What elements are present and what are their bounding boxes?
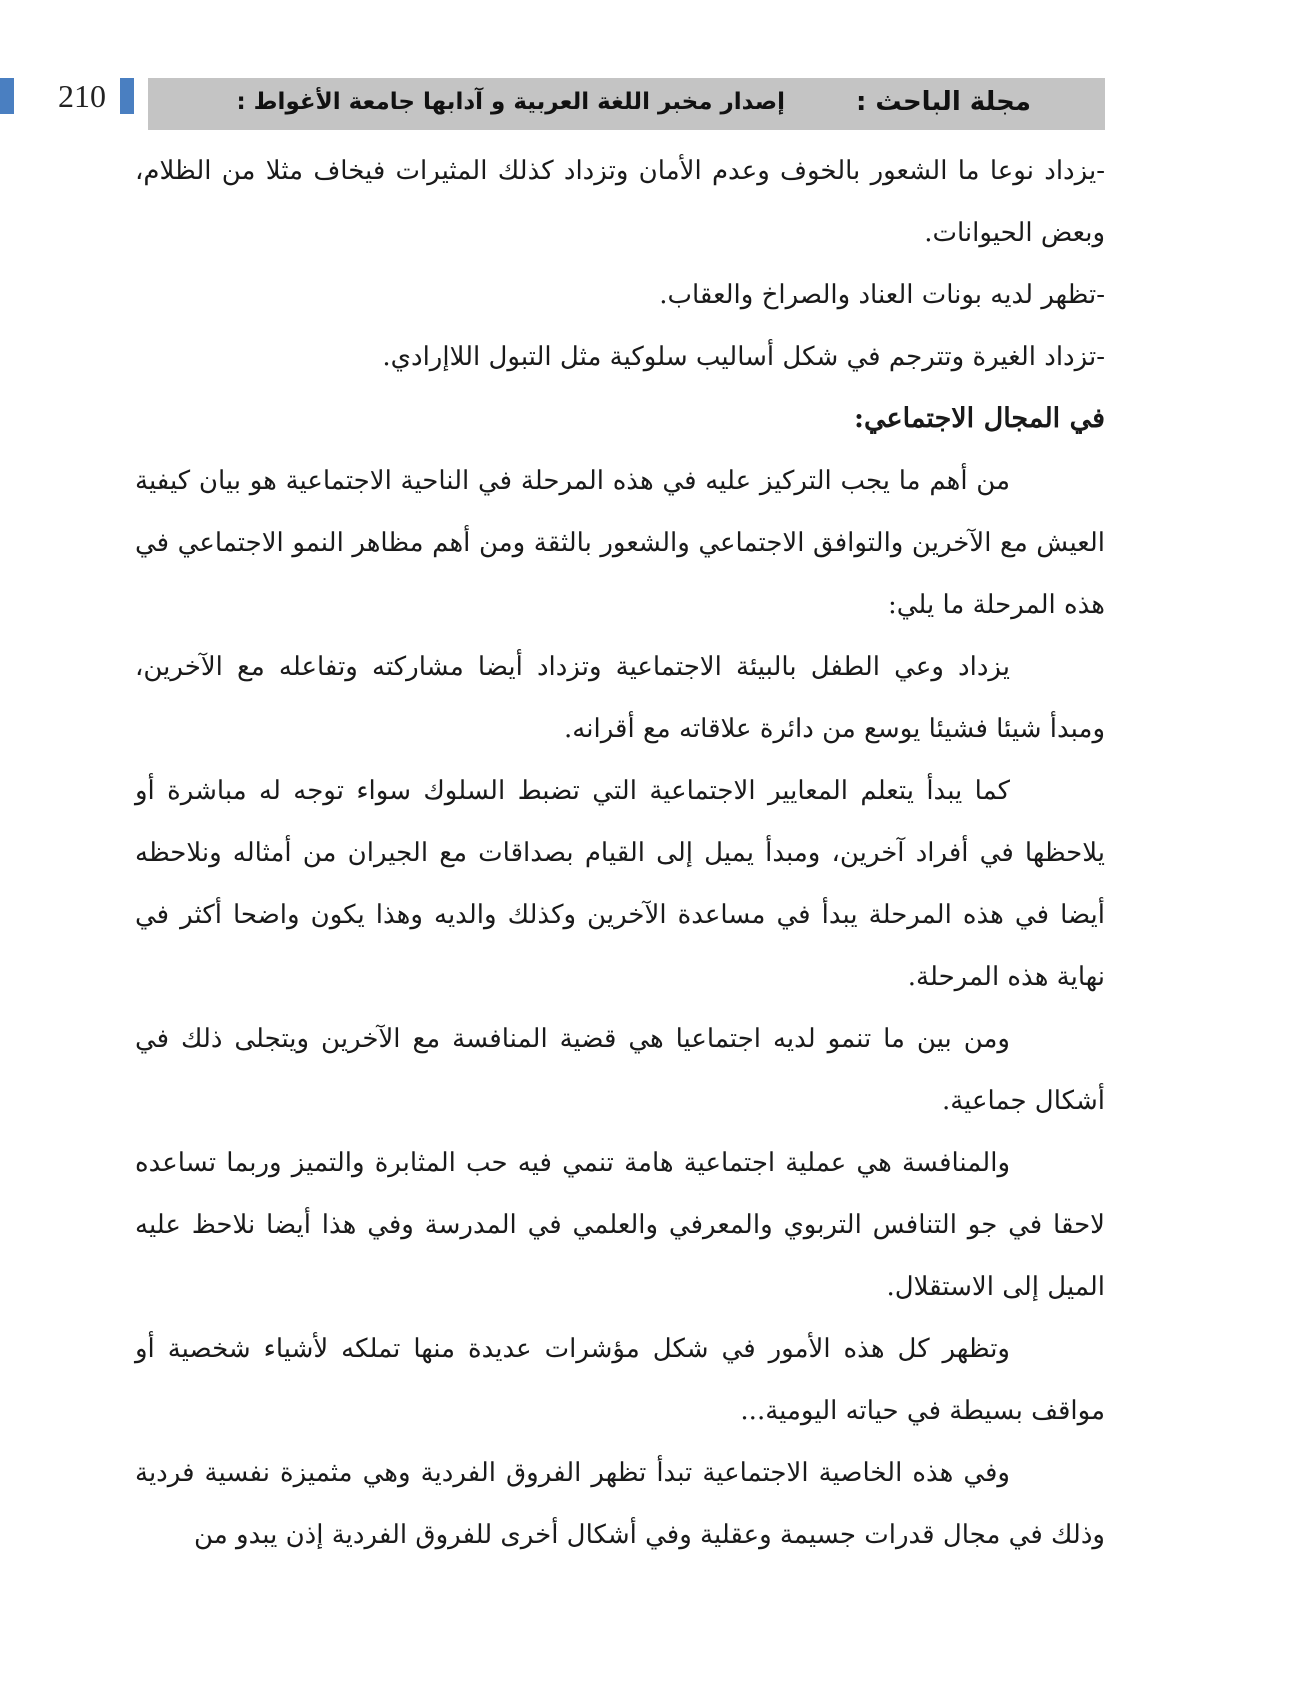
page-number: 210 — [58, 78, 106, 114]
page-number-marker — [120, 78, 134, 114]
body-paragraph: يزداد وعي الطفل بالبيئة الاجتماعية وتزداد أيضا مشاركته وتفاعله مع الآخرين، ومبدأ شيئا فشيئا يوسع من دائرة علاقاته مع أقرانه. — [135, 652, 1105, 744]
running-header — [148, 78, 1105, 130]
journal-title: مجلة الباحث : — [855, 87, 1031, 117]
body-paragraph: كما يبدأ يتعلم المعايير الاجتماعية التي تضبط السلوك سواء توجه له مباشرة أو يلاحظها في أفراد آخرين، ومبدأ يميل إلى القيام بصداقات مع الجيران من أمثاله ونلاحظه أيضا في هذه المرحلة يبدأ في مساعدة الآخرين وكذلك والديه وهذا يكون واضحا أكثر في نهاية هذه المرحلة. — [135, 776, 1105, 992]
bullet-line: -تظهر لديه بونات العناد والصراخ والعقاب. — [659, 280, 1105, 310]
body-paragraph: وتظهر كل هذه الأمور في شكل مؤشرات عديدة منها تملكه لأشياء شخصية أو مواقف بسيطة في حياته اليومية... — [135, 1334, 1105, 1426]
page-edge-marker — [0, 78, 14, 114]
bullet-line: -يزداد نوعا ما الشعور بالخوف وعدم الأمان وتزداد كذلك المثيرات فيخاف مثلا من الظلام، وبعض الحيوانات. — [135, 156, 1105, 248]
body-paragraph: وفي هذه الخاصية الاجتماعية تبدأ تظهر الفروق الفردية وهي مثميزة نفسية فردية وذلك في مجال قدرات جسيمة وعقلية وفي أشكال أخرى للفروق الفردية إذن يبدو من — [135, 1458, 1105, 1550]
page-body — [135, 140, 1105, 1566]
section-heading: في المجال الاجتماعي: — [854, 403, 1105, 434]
body-paragraph: من أهم ما يجب التركيز عليه في هذه المرحلة في الناحية الاجتماعية هو بيان كيفية العيش مع الآخرين والتوافق الاجتماعي والشعور بالثقة ومن أهم مظاهر النمو الاجتماعي في هذه المرحلة ما يلي: — [135, 466, 1105, 620]
bullet-line: -تزداد الغيرة وتترجم في شكل أساليب سلوكية مثل التبول اللاإرادي. — [382, 342, 1105, 372]
body-paragraph: والمنافسة هي عملية اجتماعية هامة تنمي فيه حب المثابرة والتميز وربما تساعده لاحقا في جو التنافس التربوي والمعرفي والعلمي في المدرسة وفي هذا أيضا نلاحظ عليه الميل إلى الاستقلال. — [135, 1148, 1105, 1302]
body-paragraph: ومن بين ما تنمو لديه اجتماعيا هي قضية المنافسة مع الآخرين ويتجلى ذلك في أشكال جماعية. — [135, 1024, 1105, 1116]
journal-subtitle: إصدار مخبر اللغة العربية و آدابها جامعة الأغواط : — [236, 89, 785, 115]
